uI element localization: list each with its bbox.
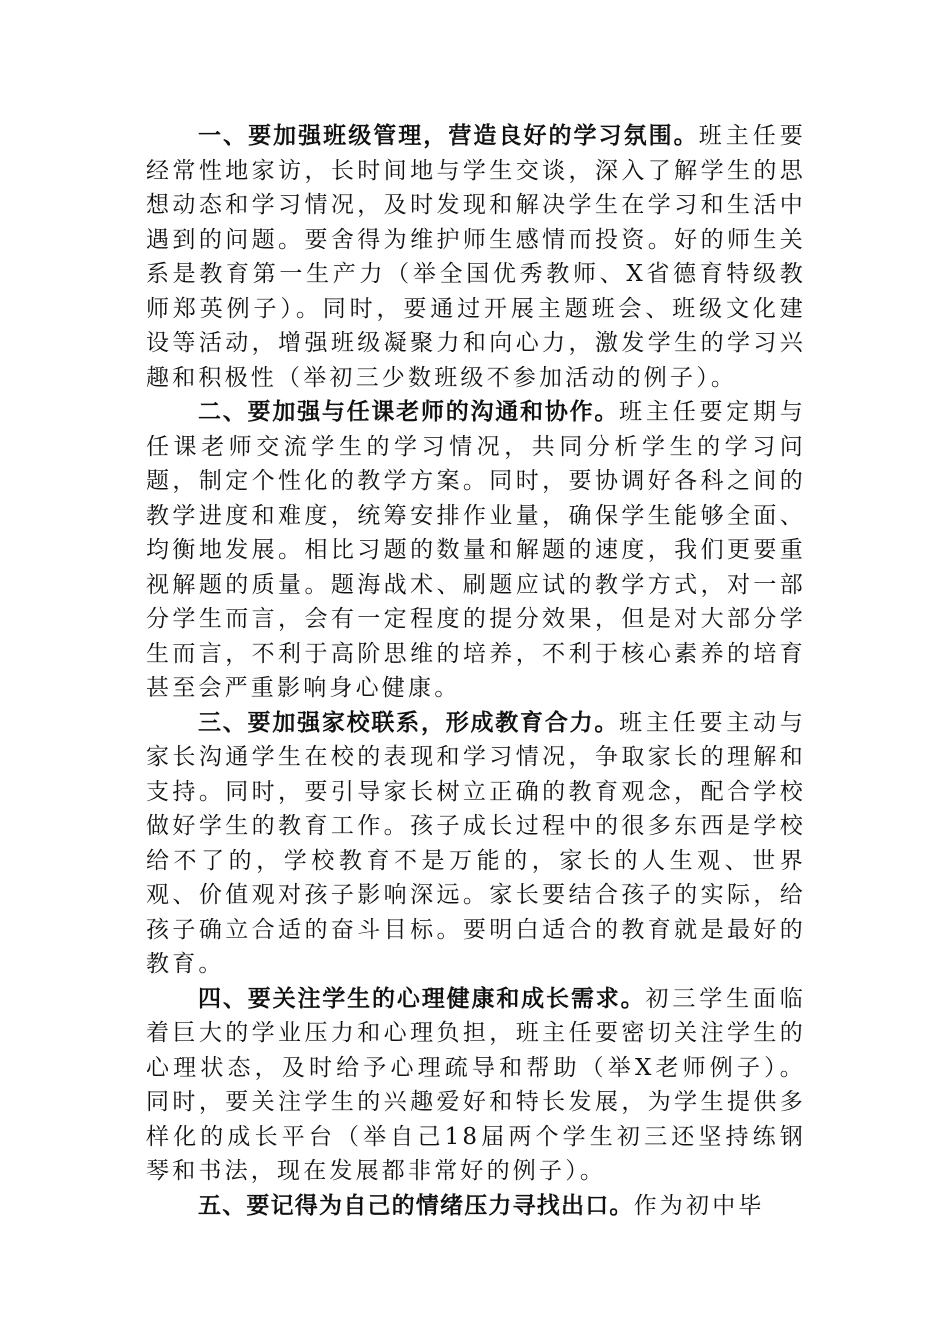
paragraph-1 bbox=[146, 119, 806, 395]
paragraph-3-heading: 三、要加强家校联系，形成教育合力。 bbox=[198, 709, 620, 736]
paragraph-4-heading: 四、要关注学生的心理健康和成长需求。 bbox=[198, 985, 646, 1012]
paragraph-3 bbox=[146, 706, 806, 982]
paragraph-1-text: 班主任要经常性地家访，长时间地与学生交谈，深入了解学生的思想动态和学习情况，及时发现和解决学生在学习和生活中遇到的问题。要舍得为维护师生感情而投资。好的师生关系是教育第一生产力（举全国优秀教师、X省德育特级教师郑英例子）。同时，要通过开展主题班会、班级文化建设等活动，增强班级凝聚力和向心力，激发学生的学习兴趣和积极性（举初三少数班级不参加活动的例子）。 bbox=[146, 123, 806, 391]
paragraph-5-heading: 五、要记得为自己的情绪压力寻找出口。 bbox=[198, 1192, 634, 1219]
paragraph-5-text: 作为初中毕 bbox=[633, 1192, 765, 1219]
paragraph-4 bbox=[146, 982, 806, 1189]
paragraph-2 bbox=[146, 395, 806, 706]
paragraph-3-text: 班主任要主动与家长沟通学生在校的表现和学习情况，争取家长的理解和支持。同时，要引导家长树立正确的教育观念，配合学校做好学生的教育工作。孩子成长过程中的很多东西是学校给不了的，学校教育不是万能的，家长的人生观、世界观、价值观对孩子影响深远。家长要结合孩子的实际，给孩子确立合适的奋斗目标。要明白适合的教育就是最好的教育。 bbox=[146, 709, 806, 977]
paragraph-5 bbox=[146, 1189, 806, 1224]
document-body bbox=[146, 119, 806, 1223]
paragraph-1-heading: 一、要加强班级管理，营造良好的学习氛围。 bbox=[198, 123, 699, 149]
paragraph-2-text: 班主任要定期与任课老师交流学生的学习情况，共同分析学生的学习问题，制定个性化的教学方案。同时，要协调好各科之间的教学进度和难度，统筹安排作业量，确保学生能够全面、均衡地发展。相比习题的数量和解题的速度，我们更要重视解题的质量。题海战术、刷题应试的教学方式，对一部分学生而言，会有一定程度的提分效果，但是对大部分学生而言，不利于高阶思维的培养，不利于核心素养的培育甚至会严重影响身心健康。 bbox=[146, 399, 806, 701]
paragraph-2-heading: 二、要加强与任课老师的沟通和协作。 bbox=[198, 399, 620, 425]
paragraph-4-text: 初三学生面临着巨大的学业压力和心理负担，班主任要密切关注学生的心理状态，及时给予心理疏导和帮助（举X老师例子）。同时，要关注学生的兴趣爱好和特长发展，为学生提供多样化的成长平台（举自己18届两个学生初三还坚持练钢琴和书法，现在发展都非常好的例子）。 bbox=[146, 985, 807, 1184]
